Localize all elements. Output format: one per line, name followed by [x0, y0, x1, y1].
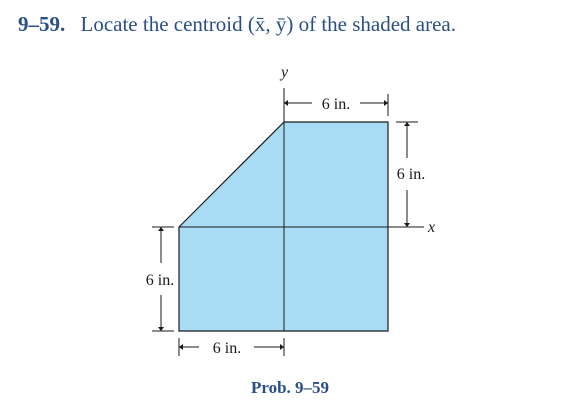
- problem-statement: Locate the centroid (x̄, ȳ) of the shaded area.: [80, 12, 456, 36]
- bottom-dimension-label: 6 in.: [212, 340, 242, 357]
- y-axis-label: y: [281, 64, 289, 81]
- right-dimension: [396, 122, 425, 227]
- top-dimension: [284, 94, 388, 116]
- top-dimension-label: 6 in.: [321, 96, 351, 113]
- right-dimension-label: 6 in.: [396, 166, 426, 183]
- figure-caption: Prob. 9–59: [250, 378, 330, 397]
- left-dimension-label: 6 in.: [145, 272, 175, 289]
- x-axis-label: x: [428, 219, 436, 236]
- left-dimension: [146, 227, 174, 331]
- problem-number: 9–59.: [18, 12, 66, 36]
- bottom-dimension: [179, 338, 284, 357]
